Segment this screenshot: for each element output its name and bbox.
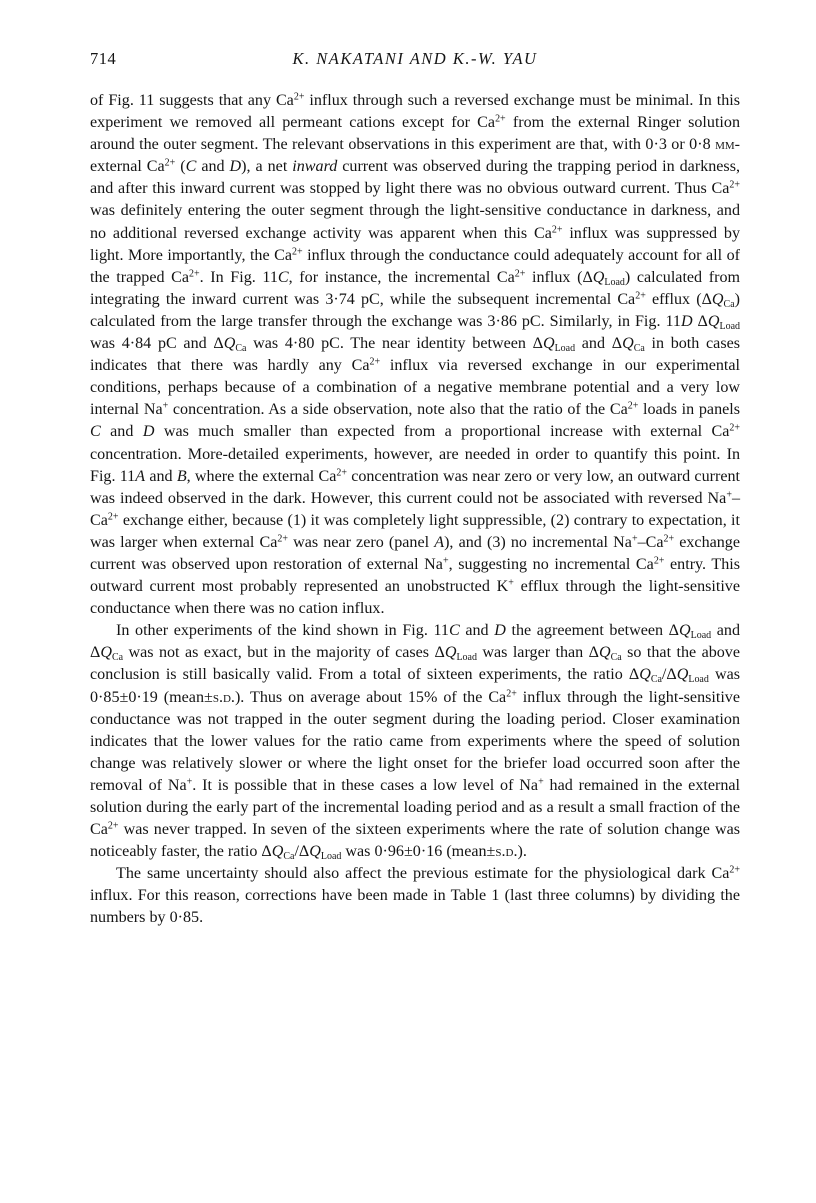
page xyxy=(90,48,740,930)
paragraph: In other experiments of the kind shown in Fig. 11C and D the agreement between $\Delta Q_{Load}$ and $\Delta Q_{Ca}$ was not as exact, but in the majority of cases $\Delta Q_{Load}$ was larger than $\Delta Q_{Ca}$ so that the above conclusion is still basically valid. From a total of sixteen experiments, the ratio $\Delta Q_{Ca}/\Delta Q_{Load}$ was 0·85±0·19 (mean±s.d.). Thus on average about 15% of the $Ca^{2+}$ influx through the light-sensitive conductance was not trapped in the outer segment during the loading period. Closer examination indicates that the lower values for the ratio came from experiments where the speed of solution change was relatively slower or where the light onset for the briefer load occurred soon after the removal of Na+. It is possible that in these cases a low level of Na+ had remained in the external solution during the early part of the incremental loading period and as a result a small fraction of the $Ca^{2+}$ was never trapped. In seven of the sixteen experiments where the rate of solution change was noticeably faster, the ratio $\Delta Q_{Ca}/\Delta Q_{Load}$ was 0·96±0·16 (mean±s.d.). xyxy=(90,622,741,863)
page-number: 714 xyxy=(90,49,117,68)
running-head: K. NAKATANI AND K.-W. YAU xyxy=(292,49,538,68)
paragraph: The same uncertainty should also affect the previous estimate for the physiological dark $Ca^{2+}$ influx. For this reason, corrections have been made in Table 1 (last three columns) by dividing the numbers by 0·85. xyxy=(90,864,740,927)
paragraph: of Fig. 11 suggests that any $Ca^{2+}$ influx through such a reversed exchange must be minimal. In this experiment we removed all permeant cations except for $Ca^{2+}$ from the external Ringer solution around the outer segment. The relevant observations in this experiment are that, with 0·3 or 0·8 mm-external $Ca^{2+}$ (C and D), a net inward current was observed during the trapping period in darkness, and after this inward current was stopped by light there was no obvious outward current. Thus $Ca^{2+}$ was definitely entering the outer segment through the light-sensitive conductance in darkness, and no additional reversed exchange activity was apparent when this $Ca^{2+}$ influx was suppressed by light. More importantly, the $Ca^{2+}$ influx through the conductance could adequately account for all of the trapped $Ca^{2+}$. In Fig. 11C, for instance, the incremental $Ca^{2+}$ influx $(\Delta Q_{Load})$ calculated from integrating the inward current was 3·74 pC, while the subsequent incremental $Ca^{2+}$ efflux $(\Delta Q_{Ca})$ calculated from the large transfer through the exchange was 3·86 pC. Similarly, in Fig. 11D $\Delta Q_{Load}$ was 4·84 pC and $\Delta Q_{Ca}$ was 4·80 pC. The near identity between $\Delta Q_{Load}$ and $\Delta Q_{Ca}$ in both cases indicates that there was hardly any $Ca^{2+}$ influx via reversed exchange in our experimental conditions, perhaps because of a combination of a negative membrane potential and a very low internal Na+ concentration. As a side observation, note also that the ratio of the $Ca^{2+}$ loads in panels C and D was much smaller than expected from a proportional increase with external $Ca^{2+}$ concentration. More-detailed experiments, however, are needed in order to quantify this point. In Fig. 11A and B, where the external $Ca^{2+}$ concentration was near zero or very low, an outward current was indeed observed in the dark. However, this current could not be associated with reversed $Na^+-Ca^{2+}$ exchange either, because (1) it was completely light suppressible, (2) contrary to expectation, it was larger when external $Ca^{2+}$ was near zero (panel A), and (3) no incremental $Na^+-Ca^{2+}$ exchange current was observed upon restoration of external Na+, suggesting no incremental $Ca^{2+}$ entry. This outward current most probably represented an unobstructed K+ efflux through the light-sensitive conductance when there was no cation influx. xyxy=(90,91,741,618)
article-body xyxy=(90,90,740,930)
page-header xyxy=(90,48,740,74)
